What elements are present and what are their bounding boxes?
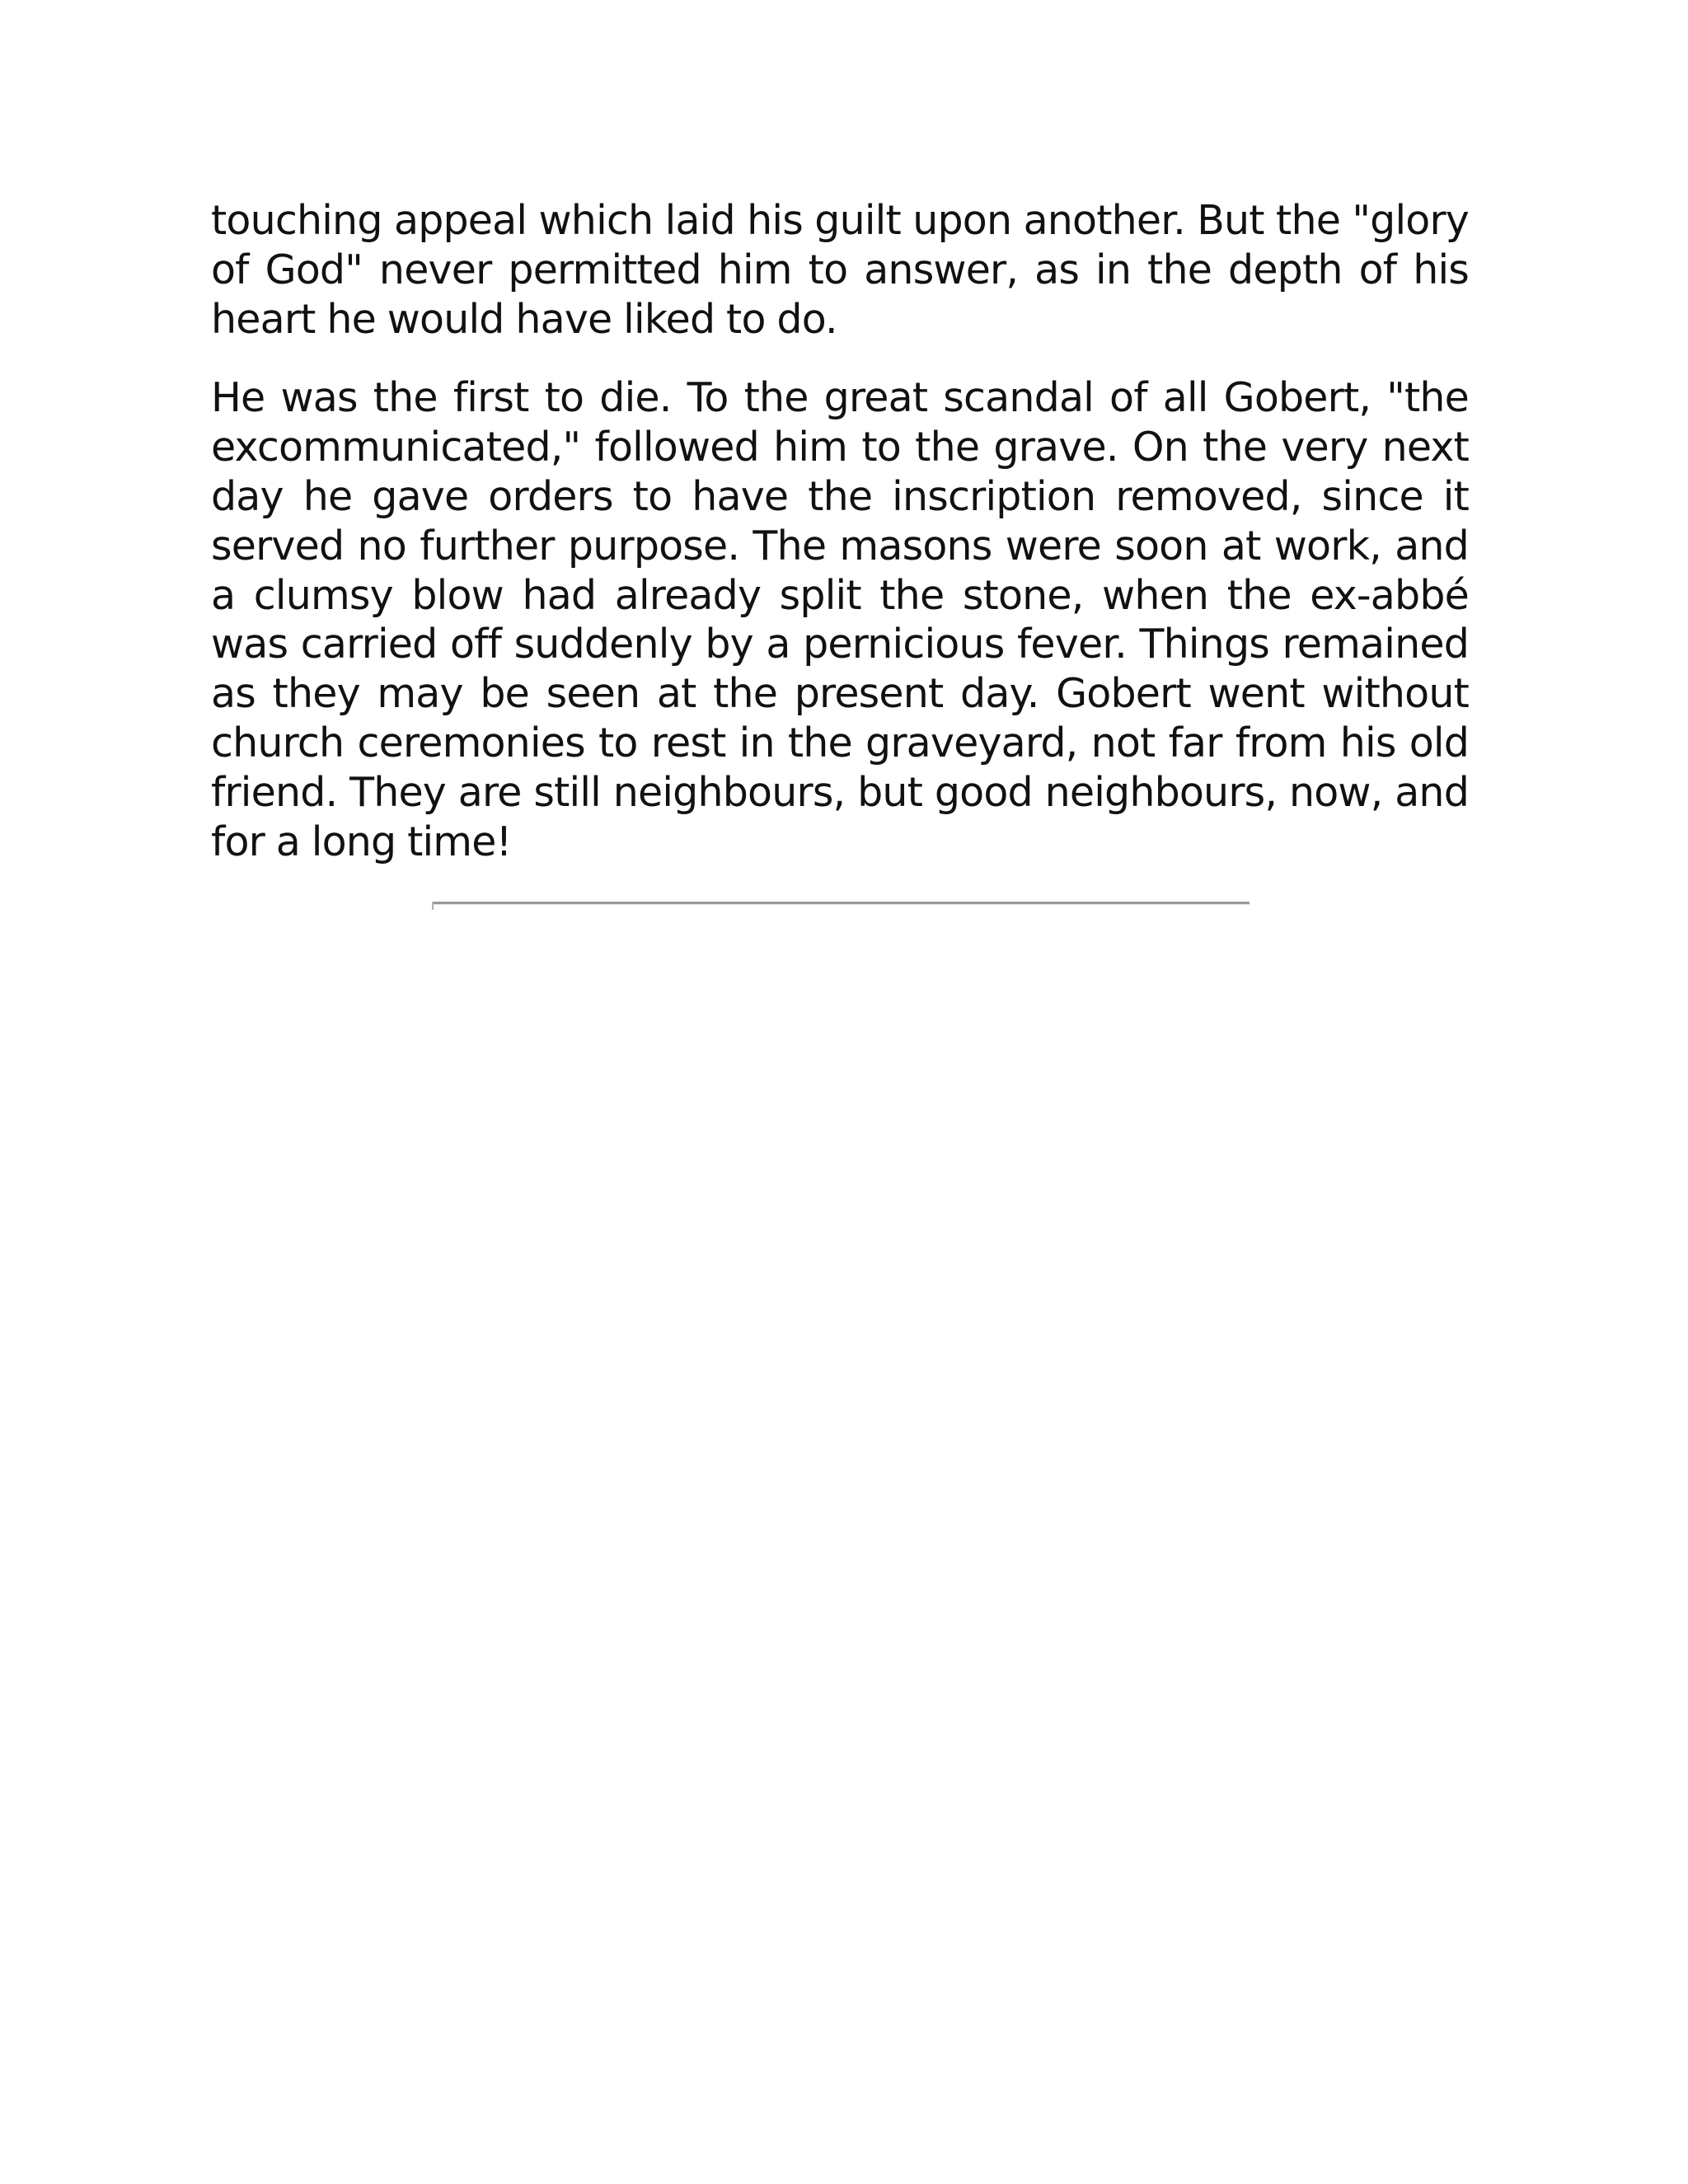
body-text [211,196,1469,896]
section-divider [432,902,1250,905]
paragraph-2: He was the first to die. To the great scandal of all Gobert, "the excommunicated," followed him to the grave. On the very next day he gave orders to have the inscription removed, since it served no further purpose. The masons were soon at work, and a clumsy blow had already split the stone, when the ex-abbé was carried off suddenly by a pernicious fever. Things remained as they may be seen at the present day. Gobert went without church ceremonies to rest in the graveyard, not far from his old friend. They are still neighbours, but good neighbours, now, and for a long time! [211,374,1469,865]
paragraph-1: touching appeal which laid his guilt upon another. But the "glory of God" never permitted him to answer, as in the depth of his heart he would have liked to do. [211,197,1469,343]
